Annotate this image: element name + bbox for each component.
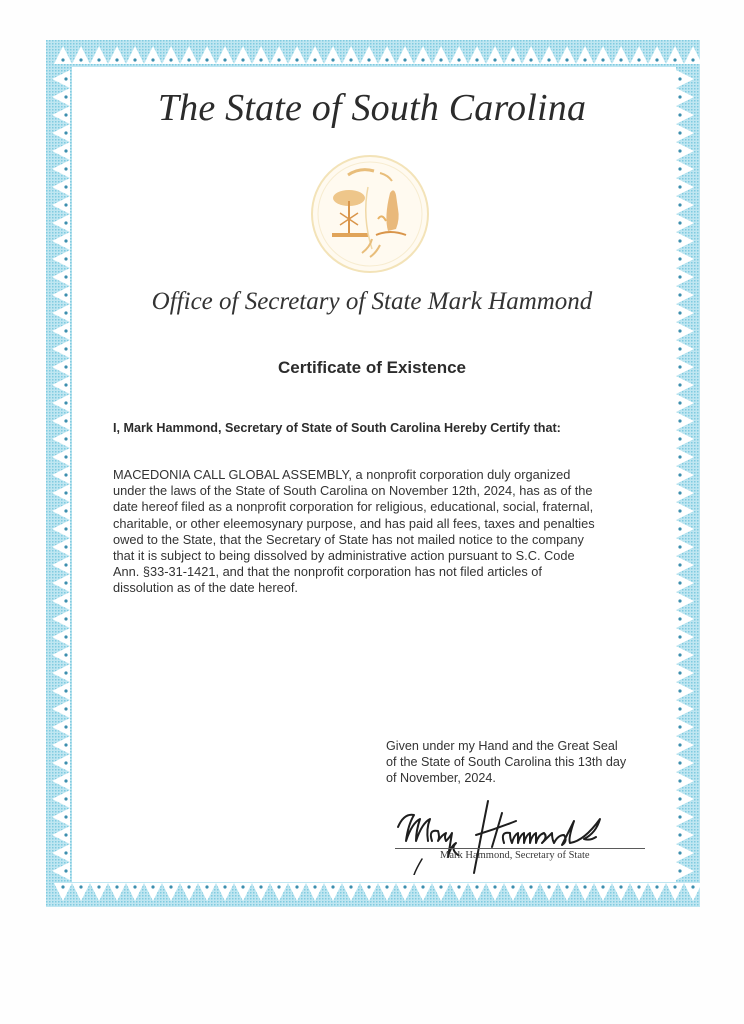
border-dot (678, 455, 681, 458)
border-dot (64, 653, 67, 656)
border-dot (678, 149, 681, 152)
border-dot (64, 275, 67, 278)
border-dot (187, 58, 190, 61)
border-dot (678, 599, 681, 602)
border-dot (64, 761, 67, 764)
border-dot (64, 437, 67, 440)
border-dot (277, 58, 280, 61)
border-dot (678, 491, 681, 494)
border-dot (678, 473, 681, 476)
border-dot (64, 779, 67, 782)
border-dot (367, 58, 370, 61)
border-dot (678, 131, 681, 134)
border-dot (619, 58, 622, 61)
border-dot (64, 329, 67, 332)
border-dot (64, 635, 67, 638)
border-dot (565, 885, 568, 888)
border-dot (385, 885, 388, 888)
border-dot (64, 563, 67, 566)
border-dot (678, 815, 681, 818)
border-dot (331, 885, 334, 888)
document-title: Certificate of Existence (277, 358, 466, 377)
border-dot (547, 885, 550, 888)
border-dot (295, 885, 298, 888)
border-dot (64, 743, 67, 746)
border-dot (493, 58, 496, 61)
border-dot (64, 509, 67, 512)
border-dot (678, 707, 681, 710)
border-dot (241, 885, 244, 888)
border-dot (151, 58, 154, 61)
border-dot (678, 851, 681, 854)
border-dot (439, 885, 442, 888)
state-title: The State of South Carolina (157, 87, 587, 129)
border-dot (331, 58, 334, 61)
border-dot (511, 885, 514, 888)
border-dot (637, 885, 640, 888)
body-line: charitable, or other eleemosynary purpose, and has paid all fees, taxes and penalties (113, 515, 595, 531)
border-dot (655, 885, 658, 888)
border-dot (439, 58, 442, 61)
border-dot (64, 617, 67, 620)
border-dot (678, 77, 681, 80)
border-dot (64, 491, 67, 494)
body-line: under the laws of the State of South Carolina on November 12th, 2024, has as of the (113, 483, 593, 499)
border-dot (673, 58, 676, 61)
border-dot (678, 581, 681, 584)
border-dot (64, 347, 67, 350)
border-dot (259, 885, 262, 888)
border-dot (205, 58, 208, 61)
border-dot (223, 885, 226, 888)
border-dot (133, 885, 136, 888)
border-dot (678, 689, 681, 692)
border-dot (565, 58, 568, 61)
border-dot (295, 58, 298, 61)
border-dot (61, 58, 64, 61)
body-line: owed to the State, that the Secretary of State has not mailed notice to the company (113, 531, 584, 547)
border-dot (475, 58, 478, 61)
border-dot (115, 58, 118, 61)
border-dot (61, 885, 64, 888)
border-dot (457, 58, 460, 61)
certificate-body (113, 467, 658, 597)
given-line: of the State of South Carolina this 13th day (386, 755, 627, 770)
border-dot (64, 851, 67, 854)
border-dot (678, 797, 681, 800)
border-dot (313, 58, 316, 61)
border-dot (678, 347, 681, 350)
border-dot (79, 58, 82, 61)
border-dot (678, 833, 681, 836)
border-dot (493, 885, 496, 888)
border-dot (169, 58, 172, 61)
border-dot (241, 58, 244, 61)
certify-statement: I, Mark Hammond, Secretary of State of South Carolina Hereby Certify that: (113, 421, 561, 435)
border-dot (64, 581, 67, 584)
border-dot (678, 725, 681, 728)
border-dot (64, 401, 67, 404)
border-dot (64, 671, 67, 674)
body-line: Ann. §33-31-1421, and that the nonprofit corporation has not filed articles of (113, 564, 542, 580)
body-line: that it is subject to being dissolved by administrative action pursuant to S.C. Code (113, 548, 575, 564)
border-dot (691, 58, 694, 61)
border-dot (529, 885, 532, 888)
given-line: of November, 2024. (386, 771, 496, 786)
signature-caption: Mark Hammond, Secretary of State (440, 850, 590, 861)
border-dot (64, 455, 67, 458)
border-dot (64, 203, 67, 206)
border-dot (655, 58, 658, 61)
border-dot (678, 545, 681, 548)
border-dot (349, 58, 352, 61)
border-dot (547, 58, 550, 61)
border-dot (64, 185, 67, 188)
border-dot (277, 885, 280, 888)
border-dot (637, 58, 640, 61)
border-dot (678, 419, 681, 422)
border-dot (678, 635, 681, 638)
border-dot (64, 725, 67, 728)
border-dot (678, 257, 681, 260)
border-dot (678, 167, 681, 170)
border-dot (64, 797, 67, 800)
border-dot (457, 885, 460, 888)
border-dot (403, 58, 406, 61)
border-dot (367, 885, 370, 888)
border-dot (678, 329, 681, 332)
border-dot (475, 885, 478, 888)
border-dot (421, 58, 424, 61)
given-line: Given under my Hand and the Great Seal (386, 739, 618, 753)
border-dot (64, 77, 67, 80)
handwritten-signature (392, 795, 657, 875)
border-dot (583, 58, 586, 61)
border-dot (678, 509, 681, 512)
border-dot (64, 869, 67, 872)
border-dot (64, 167, 67, 170)
border-dot (349, 885, 352, 888)
body-line: MACEDONIA CALL GLOBAL ASSEMBLY, a nonprofit corporation duly organized (113, 467, 571, 482)
border-dot (529, 58, 532, 61)
border-dot (151, 885, 154, 888)
border-dot (678, 671, 681, 674)
border-dot (64, 221, 67, 224)
border-dot (64, 833, 67, 836)
border-dot (403, 885, 406, 888)
border-dot (64, 239, 67, 242)
border-dot (115, 885, 118, 888)
body-line: date hereof filed as a nonprofit corporation for religious, educational, social, fraternal, (113, 499, 594, 515)
border-dot (601, 58, 604, 61)
border-dot (97, 58, 100, 61)
border-dot (673, 885, 676, 888)
signature-line (395, 848, 645, 849)
border-dot (313, 885, 316, 888)
border-dot (678, 383, 681, 386)
border-dot (79, 885, 82, 888)
border-dot (64, 545, 67, 548)
border-dot (64, 419, 67, 422)
border-dot (678, 185, 681, 188)
border-dot (187, 885, 190, 888)
border-dot (64, 257, 67, 260)
border-dot (64, 707, 67, 710)
border-dot (583, 885, 586, 888)
border-dot (97, 885, 100, 888)
border-dot (223, 58, 226, 61)
border-dot (64, 599, 67, 602)
border-dot (205, 885, 208, 888)
border-dot (385, 58, 388, 61)
border-dot (678, 437, 681, 440)
border-dot (133, 58, 136, 61)
office-title: Office of Secretary of State Mark Hammond (151, 288, 593, 315)
given-under-seal-text (386, 738, 686, 787)
border-dot (691, 885, 694, 888)
border-dot (678, 527, 681, 530)
body-line: dissolution as of the date hereof. (113, 580, 298, 596)
border-dot (169, 885, 172, 888)
border-dot (64, 815, 67, 818)
border-dot (259, 58, 262, 61)
border-dot (678, 275, 681, 278)
border-dot (678, 869, 681, 872)
border-dot (678, 203, 681, 206)
state-seal-icon (304, 153, 436, 275)
border-dot (511, 58, 514, 61)
border-dot (678, 617, 681, 620)
border-dot (678, 653, 681, 656)
border-dot (678, 563, 681, 566)
border-dot (678, 221, 681, 224)
border-dot (64, 689, 67, 692)
border-dot (678, 239, 681, 242)
border-dot (601, 885, 604, 888)
border-dot (64, 131, 67, 134)
border-dot (421, 885, 424, 888)
border-dot (678, 401, 681, 404)
border-dot (64, 527, 67, 530)
border-dot (64, 383, 67, 386)
border-dot (619, 885, 622, 888)
signature-icon (392, 795, 657, 875)
border-dot (64, 149, 67, 152)
border-dot (64, 473, 67, 476)
